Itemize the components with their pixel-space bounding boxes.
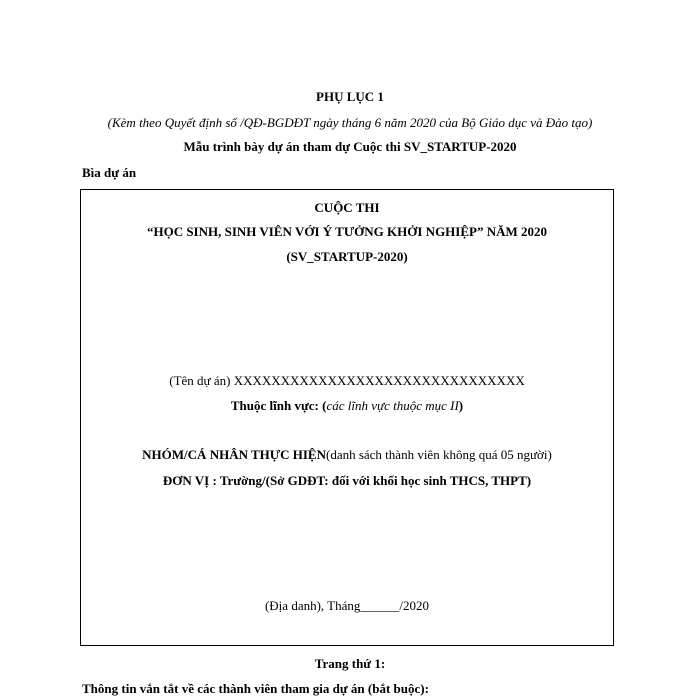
appendix-title: PHỤ LỤC 1 xyxy=(316,89,384,104)
field-open-paren: ( xyxy=(322,398,327,413)
field-close-paren: ) xyxy=(458,398,464,413)
project-name-label: (Tên dự án) xyxy=(169,373,231,388)
template-title: Mẫu trình bày dự án tham dự Cuộc thi SV_STARTUP-2020 xyxy=(183,139,517,154)
team-note: (danh sách thành viên không quá 05 người) xyxy=(325,447,552,462)
cover-label: Bìa dự án xyxy=(82,165,137,180)
project-name-value: XXXXXXXXXXXXXXXXXXXXXXXXXXXXXXX xyxy=(233,373,525,388)
contest-name: “HỌC SINH, SINH VIÊN VỚI Ý TƯỞNG KHỞI NGHIỆP” NĂM 2020 xyxy=(146,224,548,239)
project-cover-box xyxy=(80,189,614,646)
team-label: NHÓM/CÁ NHÂN THỰC HIỆN xyxy=(142,447,326,462)
field-line xyxy=(81,398,613,414)
unit-line: ĐƠN VỊ : Trường/(Sở GDĐT: đối với khối học sinh THCS, THPT) xyxy=(162,473,532,488)
decision-note: (Kèm theo Quyết định số /QĐ-BGDĐT ngày tháng 6 năm 2020 của Bộ Giáo dục và Đào tạo) xyxy=(107,115,593,130)
members-info-heading: Thông tin vắn tắt về các thành viên tham gia dự án (bắt buộc): xyxy=(82,681,429,696)
project-name-line xyxy=(81,373,613,389)
team-line xyxy=(81,447,613,463)
contest-code: (SV_STARTUP-2020) xyxy=(286,249,408,264)
place-date: (Địa danh), Tháng______/2020 xyxy=(264,598,430,613)
field-label: Thuộc lĩnh vực: xyxy=(230,398,319,413)
contest-label: CUỘC THI xyxy=(314,200,380,215)
field-value: các lĩnh vực thuộc mục II xyxy=(326,398,459,413)
page-one-heading: Trang thứ 1: xyxy=(314,656,386,671)
